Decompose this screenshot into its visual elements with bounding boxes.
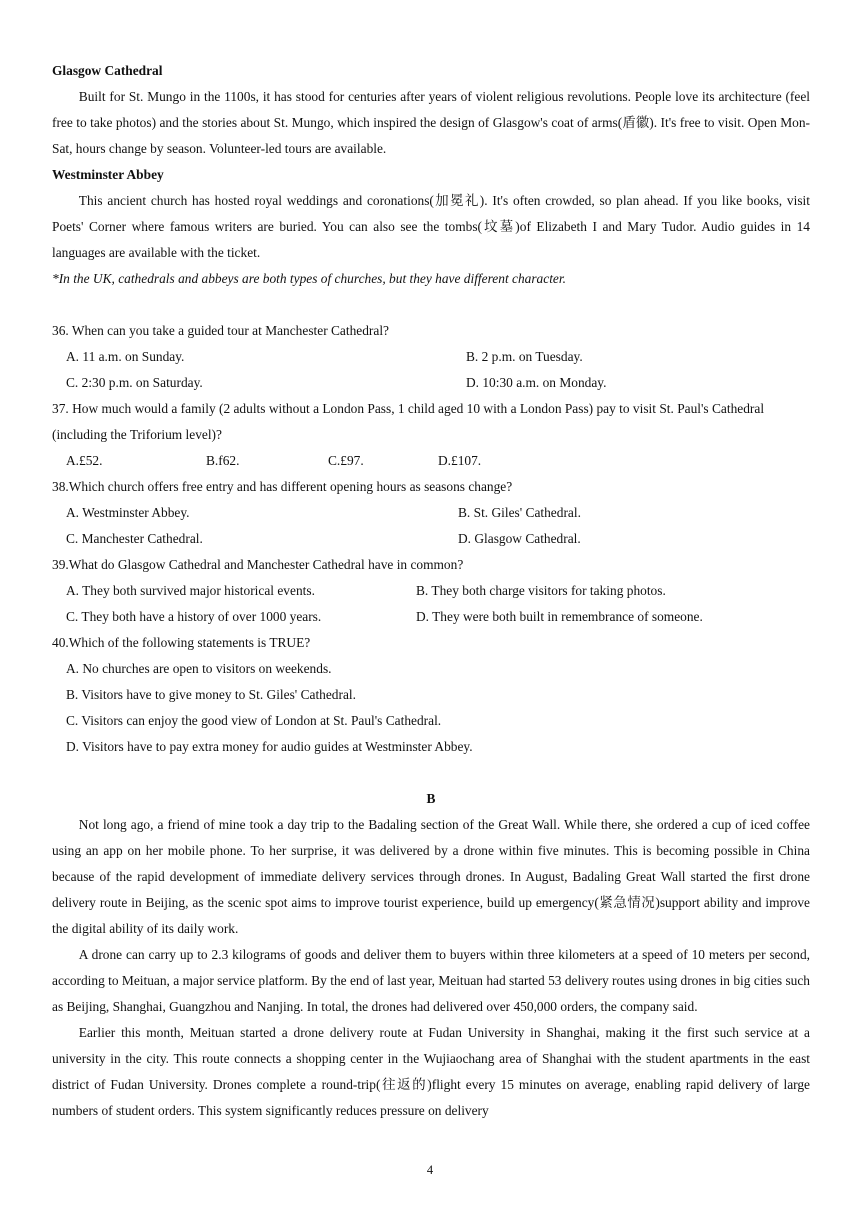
option-36b: B. 2 p.m. on Tuesday.: [466, 349, 583, 364]
option-39b: B. They both charge visitors for taking photos.: [416, 583, 666, 598]
option-39d: D. They were both built in remembrance of someone.: [416, 609, 703, 624]
footnote: *In the UK, cathedrals and abbeys are both types of churches, but they have different character.: [52, 271, 566, 286]
option-37c: C.£97.: [328, 453, 364, 468]
westminster-text: This ancient church has hosted royal weddings and coronations(加冕礼). It's often crowded, so plan ahead. If you like books, visit Poets' Corner where famous writers are buried. You can also see the tombs(坟墓)of Elizabeth I and Mary Tudor. Audio guides in 14 languages are available with the ticket.: [52, 193, 810, 260]
option-37b: B.f62.: [206, 453, 240, 468]
option-38a: A. Westminster Abbey.: [66, 505, 190, 520]
passage-b-paragraph-3: Earlier this month, Meituan started a drone delivery route at Fudan University in Shanghai, making it the first such service at a university in the city. This route connects a shopping center in the Wujiaochang area of Shanghai with the student apartments in the east district of Fudan University. Drones complete a round-trip(往返的)flight every 15 minutes on average, enabling rapid delivery of large numbers of student orders. This system significantly reduces pressure on delivery: [52, 1025, 810, 1118]
option-37d: D.£107.: [438, 453, 482, 468]
section-b-heading: B: [426, 791, 436, 806]
passage-b-paragraph-1: Not long ago, a friend of mine took a day trip to the Badaling section of the Great Wall. While there, she ordered a cup of iced coffee using an app on her mobile phone. To her surprise, it was delivered by a drone within five minutes. This is becoming possible in China because of the rapid development of immediate delivery services through drones. In August, Badaling Great Wall started the first drone delivery route in Beijing, as the scenic spot aims to improve tourist experience, build up emergency(紧急情况)support ability and improve the digital ability of its daily work.: [52, 817, 810, 936]
passage-b-paragraph-2: A drone can carry up to 2.3 kilograms of goods and deliver them to buyers within three kilometers at a speed of 10 meters per second, according to Meituan, a major service platform. By the end of last year, Meituan had started 53 delivery routes using drones in big cities such as Beijing, Shanghai, Guangzhou and Nanjing. In total, the drones had delivered over 450,000 orders, the company said.: [52, 947, 810, 1014]
option-36a: A. 11 a.m. on Sunday.: [66, 349, 185, 364]
option-36c: C. 2:30 p.m. on Saturday.: [66, 375, 203, 390]
option-36d: D. 10:30 a.m. on Monday.: [466, 375, 607, 390]
option-40a: A. No churches are open to visitors on weekends.: [66, 661, 332, 676]
option-40b: B. Visitors have to give money to St. Giles' Cathedral.: [66, 687, 356, 702]
question-40: 40.Which of the following statements is TRUE?: [52, 635, 311, 650]
glasgow-heading: Glasgow Cathedral: [52, 63, 163, 78]
option-38b: B. St. Giles' Cathedral.: [458, 505, 581, 520]
question-37: 37. How much would a family (2 adults without a London Pass, 1 child aged 10 with a London Pass) pay to visit St. Paul's Cathedral (including the Triforium level)?: [52, 401, 765, 442]
question-39: 39.What do Glasgow Cathedral and Manchester Cathedral have in common?: [52, 557, 464, 572]
option-40c: C. Visitors can enjoy the good view of London at St. Paul's Cathedral.: [66, 713, 442, 728]
option-39a: A. They both survived major historical events.: [66, 583, 315, 598]
question-36: 36. When can you take a guided tour at Manchester Cathedral?: [52, 323, 389, 338]
document-page: [52, 58, 810, 1124]
option-37a: A.£52.: [66, 453, 103, 468]
option-38c: C. Manchester Cathedral.: [66, 531, 203, 546]
westminster-heading: Westminster Abbey: [52, 167, 164, 182]
question-38: 38.Which church offers free entry and has different opening hours as seasons change?: [52, 479, 513, 494]
page-number: 4: [426, 1163, 434, 1177]
option-40d: D. Visitors have to pay extra money for audio guides at Westminster Abbey.: [66, 739, 473, 754]
option-39c: C. They both have a history of over 1000 years.: [66, 609, 322, 624]
glasgow-text: Built for St. Mungo in the 1100s, it has stood for centuries after years of violent religious revolutions. People love its architecture (feel free to take photos) and the stories about St. Mungo, which inspired the design of Glasgow's coat of arms(盾徽). It's free to visit. Open Mon-Sat, hours change by season. Volunteer-led tours are available.: [52, 89, 810, 156]
option-38d: D. Glasgow Cathedral.: [458, 531, 581, 546]
